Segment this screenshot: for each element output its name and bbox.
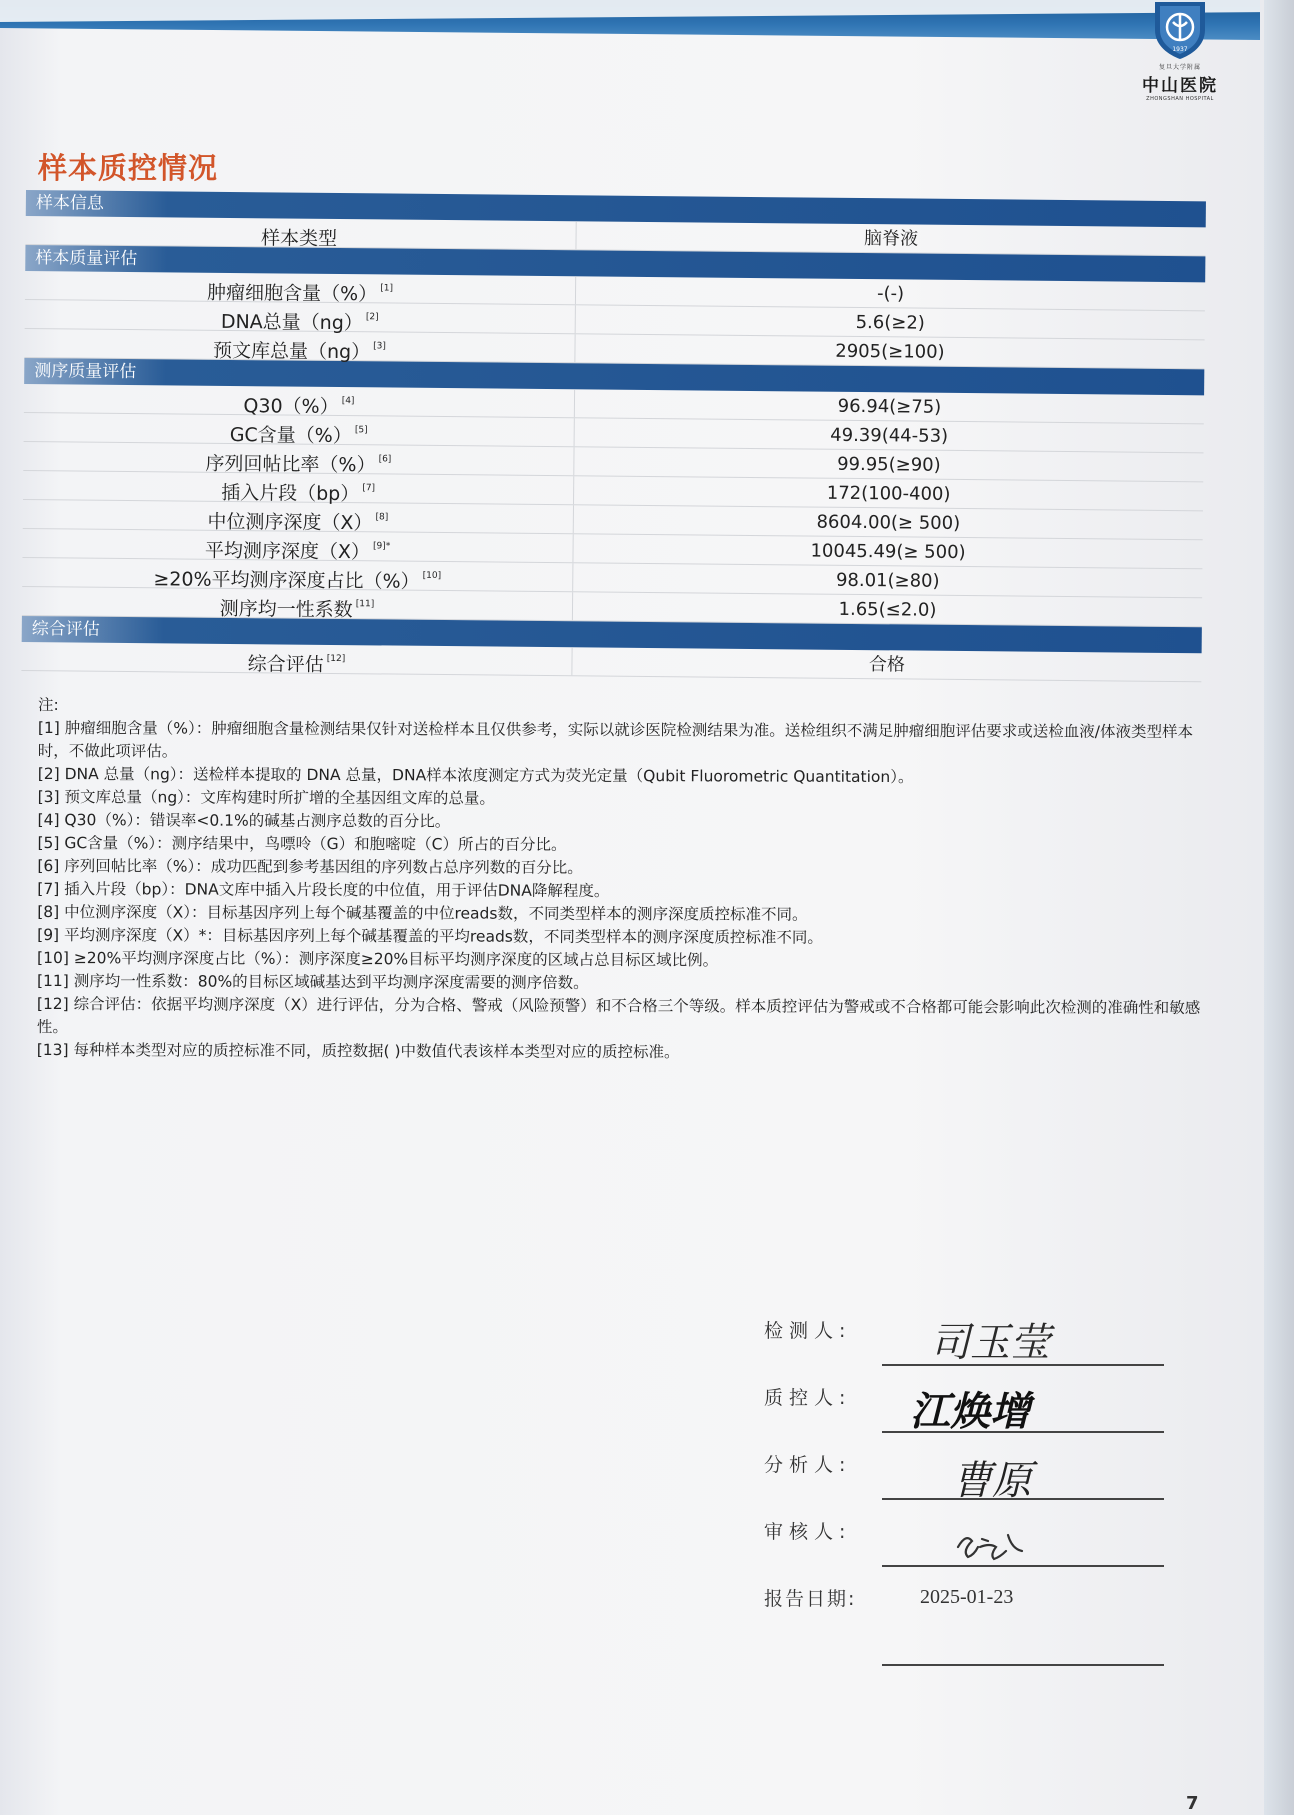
reviewer-signature-line xyxy=(882,1565,1164,1567)
row-label: 肿瘤细胞含量（%） [1] xyxy=(25,271,576,304)
row-value: 1.65(≤2.0) xyxy=(838,598,937,621)
footnote-item: [1] 肿瘤细胞含量（%）：肿瘤细胞含量检测结果仅针对送检样本且仅供参考，实际以就诊医院检测结果为准。送检组织不满足肿瘤细胞评估要求或送检血液/体液类型样本时，不做此项评估。 xyxy=(37,718,1193,761)
signature-row-date xyxy=(760,1578,1180,1645)
tester-signature-line xyxy=(882,1364,1164,1366)
footnote-item: [2] DNA 总量（ng）：送检样本提取的 DNA 总量，DNA样本浓度测定方式为荧光定量（Qubit Fluorometric Quantitation）。 xyxy=(37,764,914,787)
hospital-logo xyxy=(1120,0,1240,115)
row-value: 49.39(44-53) xyxy=(830,424,949,447)
analyst-signature-line xyxy=(882,1498,1164,1500)
row-value: 2905(≥100) xyxy=(835,340,945,363)
row-label: 平均测序深度（X） $^{[9]*}$ xyxy=(22,529,573,562)
row-value: 5.6(≥2) xyxy=(855,311,925,334)
page-number: 7 xyxy=(1186,1793,1199,1814)
row-value: 99.95(≥90) xyxy=(837,453,941,476)
svg-text:曹原: 曹原 xyxy=(952,1458,1032,1500)
analyst-label: 分析人: xyxy=(764,1454,852,1476)
logo-year: 1937 xyxy=(1172,46,1188,53)
qc-label: 质控人: xyxy=(764,1387,852,1409)
shield-icon xyxy=(1151,0,1209,60)
tester-label: 检测人: xyxy=(764,1320,852,1342)
logo-hospital-english: ZHONGSHAN HOSPITAL xyxy=(1146,96,1214,102)
signature-block xyxy=(760,1310,1180,1645)
signature-row-qc xyxy=(760,1377,1180,1444)
footnote-item: [11] 测序均一性系数：80%的目标区域碱基达到平均测序深度需要的测序倍数。 xyxy=(36,971,589,992)
footnote-item: [6] 序列回帖比率（%）：成功匹配到参考基因组的序列数占总序列数的百分比。 xyxy=(37,856,583,877)
section-heading-sample-info: 样本信息 xyxy=(26,190,1206,227)
qc-signature-line xyxy=(882,1431,1164,1433)
footnote-item: [10] ≥20%平均测序深度占比（%）：测序深度≥20%目标平均测序深度的区域占总目标区域比例。 xyxy=(37,948,719,970)
row-value: 脑脊液 xyxy=(863,228,919,250)
page-title: 样本质控情况 xyxy=(38,151,219,185)
footnote-item: [13] 每种样本类型对应的质控标准不同，质控数据( )中数值代表该样本类型对应的质控标准。 xyxy=(36,1040,680,1062)
row-label: 预文库总量（ng） [3] xyxy=(24,329,575,362)
row-value: 96.94(≥75) xyxy=(837,395,942,418)
reviewer-label: 审核人: xyxy=(764,1521,852,1543)
footnote-item: [3] 预文库总量（ng）：文库构建时所扩增的全基因组文库的总量。 xyxy=(37,787,495,808)
report-date-label: 报告日期: xyxy=(764,1588,857,1610)
logo-hospital-name: 中山医院 xyxy=(1142,76,1218,96)
row-value: 8604.00(≥ 500) xyxy=(816,511,961,534)
row-value: 10045.49(≥ 500) xyxy=(810,540,966,564)
svg-text:江焕增: 江焕增 xyxy=(910,1389,1030,1433)
row-label: GC含量（%） [5] xyxy=(24,413,575,446)
reviewer-signature xyxy=(910,1517,1130,1567)
footnote-item: [9] 平均测序深度（X）*：目标基因序列上每个碱基覆盖的平均reads数，不同类型样本的测序深度质控标准不同。 xyxy=(37,925,823,947)
row-label: DNA总量（ng） [2] xyxy=(25,300,576,333)
row-label: 样本类型 xyxy=(25,216,576,249)
row-label: 中位测序深度（X） [8] xyxy=(23,500,574,533)
signature-row-analyst xyxy=(760,1444,1180,1511)
row-value: -(-) xyxy=(876,283,905,305)
signature-row-tester xyxy=(760,1310,1180,1377)
tester-signature xyxy=(910,1316,1130,1366)
row-label: 测序均一性系数 [11] xyxy=(22,587,573,620)
overall-result: 合格 xyxy=(868,654,906,676)
row-value: 172(100-400) xyxy=(826,482,951,505)
footnote-item: [5] GC含量（%）：测序结果中，鸟嘌呤（G）和胞嘧啶（C）所占的百分比。 xyxy=(37,833,567,854)
row-label: 综合评估 [12] xyxy=(21,642,572,675)
row-label: ≥20%平均测序深度占比（%） [10] xyxy=(22,558,573,591)
logo-university: 复旦大学附属 xyxy=(1158,64,1201,71)
footnote-item: [4] Q30（%）：错误率<0.1%的碱基占测序总数的百分比。 xyxy=(37,810,451,831)
footnote-item: [12] 综合评估：依据平均测序深度（X）进行评估，分为合格、警戒（风险预警）和不合格三个等级。样本质控评估为警戒或不合格都可能会影响此次检测的准确性和敏感性。 xyxy=(36,994,1201,1037)
section-heading-sequencing-quality: 测序质量评估 xyxy=(24,358,1204,395)
report-date-value: 2025-01-23 xyxy=(920,1586,1014,1608)
footnotes xyxy=(37,694,1208,1066)
notes-title: 注: xyxy=(37,696,59,715)
section-heading-overall: 综合评估 xyxy=(22,616,1202,653)
qc-report-table xyxy=(21,190,1206,682)
row-value: 98.01(≥80) xyxy=(835,569,940,592)
qc-signature xyxy=(910,1383,1130,1433)
signature-row-reviewer xyxy=(760,1511,1180,1578)
page-edge xyxy=(1264,0,1294,1815)
footnote-item: [7] 插入片段（bp）：DNA文库中插入片段长度的中位值，用于评估DNA降解程度。 xyxy=(37,879,610,900)
report-date-line xyxy=(882,1664,1164,1666)
svg-text:司玉莹: 司玉莹 xyxy=(930,1320,1050,1366)
row-label: Q30（%） [4] xyxy=(24,384,575,417)
section-heading-sample-quality: 样本质量评估 xyxy=(25,245,1205,282)
row-label: 序列回帖比率（%） [6] xyxy=(23,442,574,475)
analyst-signature xyxy=(910,1450,1130,1500)
row-label: 插入片段（bp） [7] xyxy=(23,471,574,504)
footnote-item: [8] 中位测序深度（X）：目标基因序列上每个碱基覆盖的中位reads数，不同类型样本的测序深度质控标准不同。 xyxy=(37,902,808,924)
